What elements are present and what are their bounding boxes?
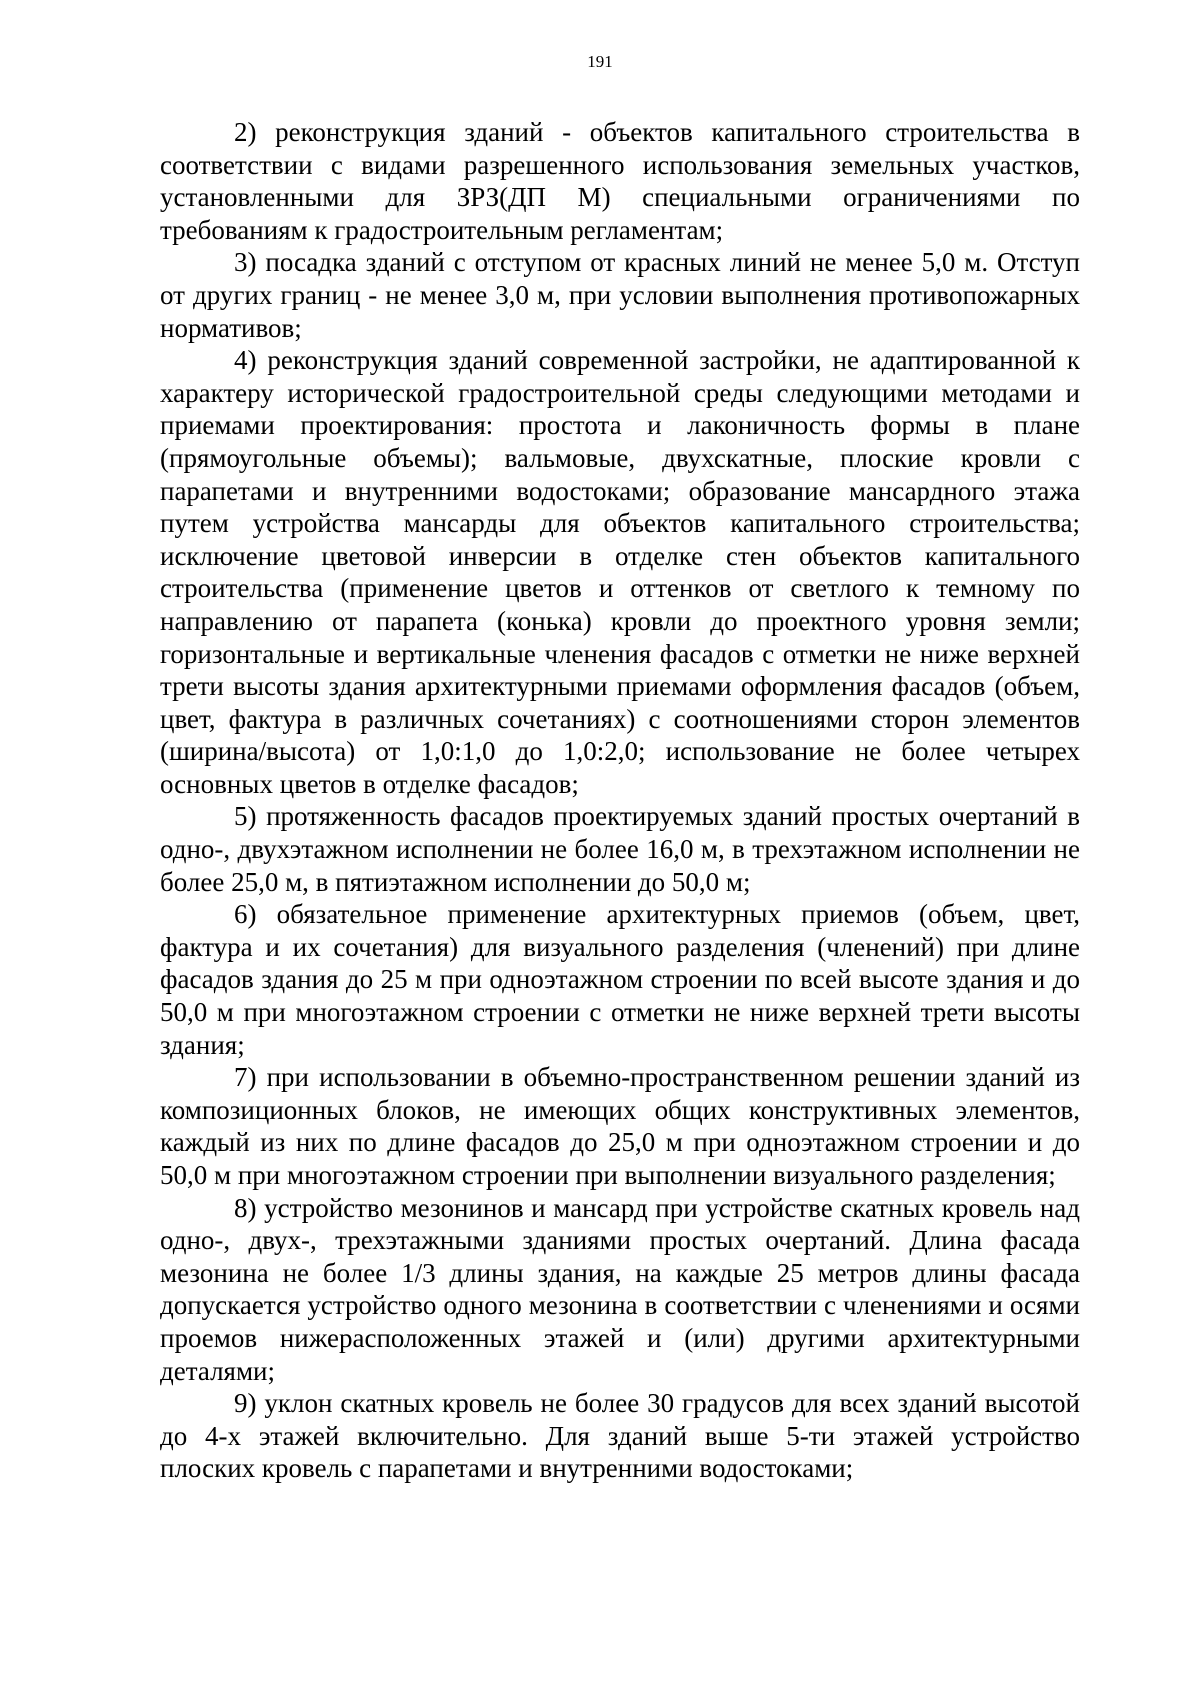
paragraph-item-2: 2) реконструкция зданий - объектов капитального строительства в соответствии с видами разрешенного использования земельных участков, установленными для ЗРЗ(ДП М) специальными ограничениями по требованиям к градостроительным регламентам; [160, 117, 1080, 245]
page-number: 191 [587, 52, 613, 71]
paragraph-item-8: 8) устройство мезонинов и мансард при устройстве скатных кровель над одно-, двух-, трехэтажными зданиями простых очертаний. Длина фасада мезонина не более 1/3 длины здания, на каждые 25 метров длины фасада допускается устройство одного мезонина в соответствии с членениями и осями проемов нижерасположенных этажей и (или) другими архитектурными деталями; [160, 1192, 1080, 1386]
paragraph-item-6: 6) обязательное применение архитектурных приемов (объем, цвет, фактура и их сочетания) для визуального разделения (членений) при длине фасадов здания до 25 м при одноэтажном строении по всей высоте здания и до 50,0 м при многоэтажном строении с отметки не ниже верхней трети высоты здания; [160, 899, 1080, 1060]
document-body [160, 116, 1080, 1485]
paragraph-item-7: 7) при использовании в объемно-пространственном решении зданий из композиционных блоков, не имеющих общих конструктивных элементов, каждый из них по длине фасадов до 25,0 м при одноэтажном строении и до 50,0 м при многоэтажном строении при выполнении визуального разделения; [160, 1062, 1080, 1190]
paragraph-item-3: 3) посадка зданий с отступом от красных линий не менее 5,0 м. Отступ от других границ - не менее 3,0 м, при условии выполнения противопожарных нормативов; [160, 247, 1080, 343]
paragraph-item-5: 5) протяженность фасадов проектируемых зданий простых очертаний в одно-, двухэтажном исполнении не более 16,0 м, в трехэтажном исполнении не более 25,0 м, в пятиэтажном исполнении до 50,0 м; [160, 801, 1080, 897]
paragraph-item-9: 9) уклон скатных кровель не более 30 градусов для всех зданий высотой до 4-х этажей включительно. Для зданий выше 5-ти этажей устройство плоских кровель с парапетами и внутренними водостоками; [160, 1388, 1080, 1484]
paragraph-item-4: 4) реконструкция зданий современной застройки, не адаптированной к характеру исторической градостроительной среды следующими методами и приемами проектирования: простота и лаконичность формы в плане (прямоугольные объемы); вальмовые, двухскатные, плоские кровли с парапетами и внутренними водостоками; образование мансардного этажа путем устройства мансарды для объектов капитального строительства; исключение цветовой инверсии в отделке стен объектов капитального строительства (применение цветов и оттенков от светлого к темному по направлению от парапета (конька) кровли до проектного уровня земли; горизонтальные и вертикальные членения фасадов с отметки не ниже верхней трети высоты здания архитектурными приемами оформления фасадов (объем, цвет, фактура в различных сочетаниях) с соотношениями сторон элементов (ширина/высота) от 1,0:1,0 до 1,0:2,0; использование не более четырех основных цветов в отделке фасадов; [160, 345, 1080, 799]
